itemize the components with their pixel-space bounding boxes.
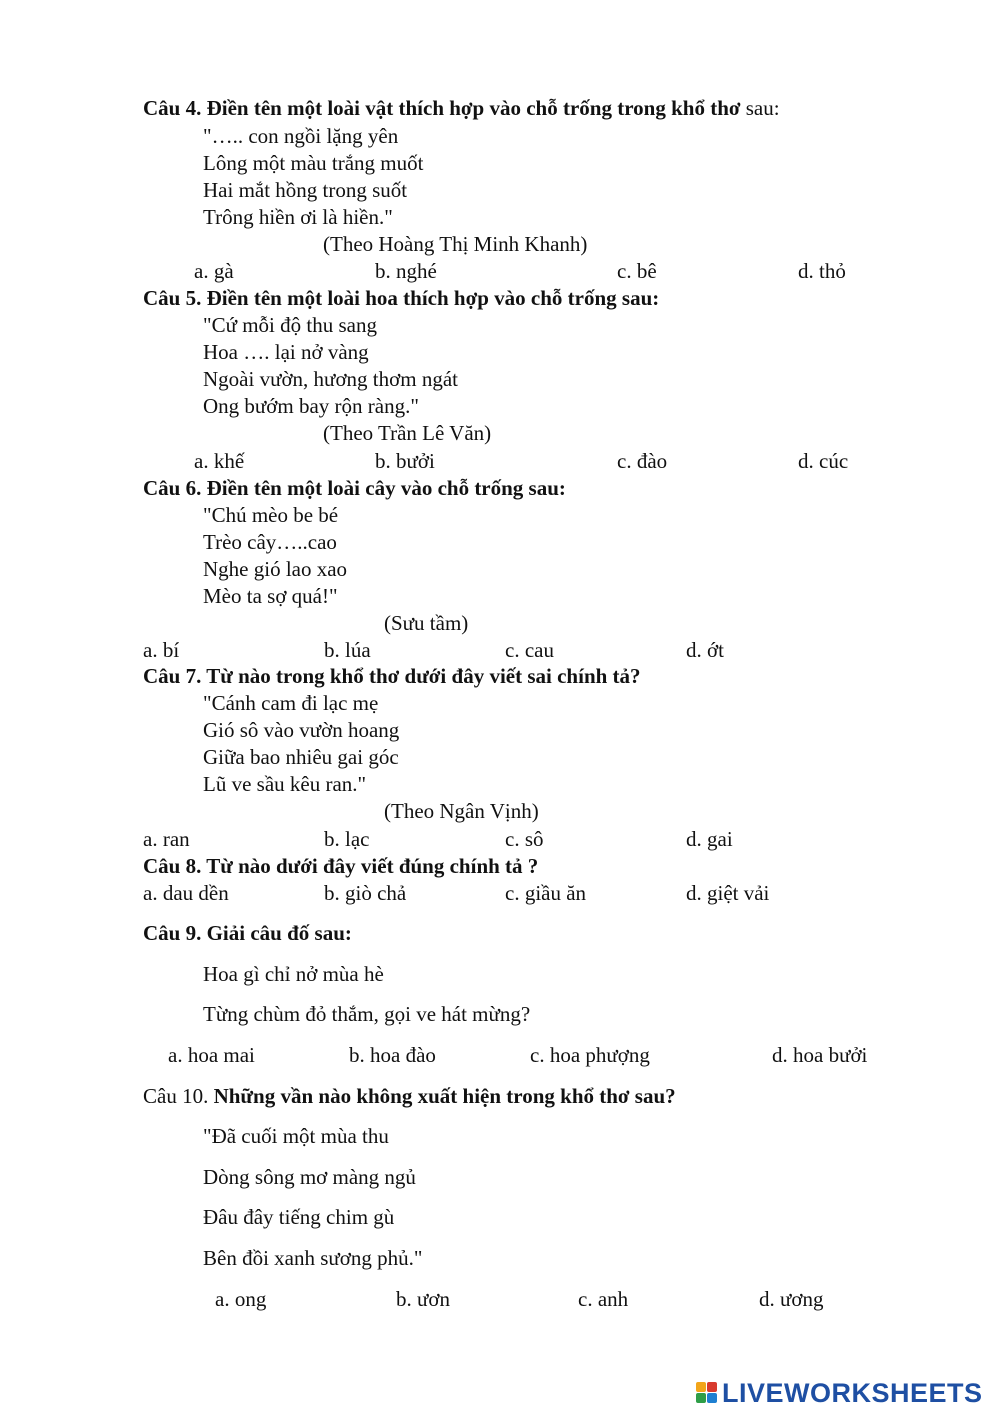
option-d[interactable]: d. giệt vải [686, 881, 770, 905]
option-a[interactable]: a. ran [143, 827, 190, 851]
liveworksheets-logo[interactable] [696, 1378, 983, 1408]
poem-line: "Cứ mỗi độ thu sang [203, 313, 377, 337]
liveworksheets-logo-icon [696, 1382, 718, 1404]
option-d[interactable]: d. hoa bưởi [772, 1043, 868, 1067]
question-4-title-bold: Câu 4. Điền tên một loài vật thích hợp vào chỗ trống trong khổ thơ [143, 96, 741, 120]
option-a[interactable]: a. ong [215, 1287, 267, 1311]
poem-line: "….. con ngồi lặng yên [203, 124, 399, 148]
poem-line: Giữa bao nhiêu gai góc [203, 745, 399, 769]
question-8-title: Câu 8. Từ nào dưới đây viết đúng chính tả ? [143, 854, 539, 878]
poem-line: Lông một màu trắng muốt [203, 151, 424, 175]
poem-line: "Cánh cam đi lạc mẹ [203, 691, 379, 715]
option-b[interactable]: b. lạc [324, 827, 370, 851]
poem-line: "Đã cuối một mùa thu [203, 1124, 389, 1148]
poem-source: (Theo Hoàng Thị Minh Khanh) [323, 232, 588, 256]
option-c[interactable]: c. sô [505, 827, 544, 851]
option-a[interactable]: a. gà [194, 259, 234, 283]
question-9-title: Câu 9. Giải câu đố sau: [143, 921, 352, 945]
option-c[interactable]: c. hoa phượng [530, 1043, 650, 1067]
poem-line: Bên đồi xanh sương phủ." [203, 1246, 423, 1270]
question-5-title: Câu 5. Điền tên một loài hoa thích hợp vào chỗ trống sau: [143, 286, 660, 310]
poem-line: Lũ ve sầu kêu ran." [203, 772, 367, 796]
poem-source: (Theo Trần Lê Văn) [323, 421, 492, 445]
option-d[interactable]: d. gai [686, 827, 733, 851]
question-10-title [143, 1083, 676, 1110]
logo-text: LIVEWORKSHEETS [722, 1377, 983, 1408]
poem-line: Hoa …. lại nở vàng [203, 340, 369, 364]
question-7-title: Câu 7. Từ nào trong khổ thơ dưới đây viết sai chính tả? [143, 664, 641, 688]
option-b[interactable]: b. lúa [324, 638, 371, 662]
riddle-line: Hoa gì chỉ nở mùa hè [203, 962, 384, 986]
poem-line: Mèo ta sợ quá!" [203, 584, 338, 608]
option-d[interactable]: d. cúc [798, 449, 849, 473]
option-d[interactable]: d. ớt [686, 638, 724, 662]
question-6-title: Câu 6. Điền tên một loài cây vào chỗ trống sau: [143, 476, 566, 500]
option-a[interactable]: a. hoa mai [168, 1043, 255, 1067]
option-b[interactable]: b. giò chả [324, 881, 407, 905]
poem-line: Nghe gió lao xao [203, 557, 348, 581]
question-10-label: Câu 10. [143, 1084, 214, 1108]
poem-line: Dòng sông mơ màng ngủ [203, 1165, 416, 1189]
riddle-line: Từng chùm đỏ thắm, gọi ve hát mừng? [203, 1002, 531, 1026]
option-b[interactable]: b. bưởi [375, 449, 435, 473]
poem-line: Gió sô vào vườn hoang [203, 718, 400, 742]
option-c[interactable]: c. cau [505, 638, 554, 662]
poem-source: (Sưu tầm) [384, 611, 469, 635]
option-b[interactable]: b. ươn [396, 1287, 450, 1311]
option-c[interactable]: c. đào [617, 449, 668, 473]
option-a[interactable]: a. dau dền [143, 881, 229, 905]
poem-line: Ngoài vườn, hương thơm ngát [203, 367, 458, 391]
poem-source: (Theo Ngân Vịnh) [384, 799, 539, 823]
question-4-title [143, 95, 780, 122]
option-b[interactable]: b. hoa đào [349, 1043, 436, 1067]
option-b[interactable]: b. nghé [375, 259, 437, 283]
option-a[interactable]: a. khế [194, 449, 245, 473]
question-4-title-tail: sau: [740, 96, 780, 120]
poem-line: Đâu đây tiếng chim gù [203, 1205, 395, 1229]
poem-line: Trông hiền ơi là hiền." [203, 205, 393, 229]
poem-line: Trèo cây…..cao [203, 530, 337, 554]
option-d[interactable]: d. thỏ [798, 259, 846, 283]
poem-line: Ong bướm bay rộn ràng." [203, 394, 419, 418]
option-a[interactable]: a. bí [143, 638, 180, 662]
question-10-text: Những vần nào không xuất hiện trong khổ thơ sau? [213, 1084, 676, 1108]
option-c[interactable]: c. giầu ăn [505, 881, 587, 905]
option-c[interactable]: c. bê [617, 259, 657, 283]
poem-line: Hai mắt hồng trong suốt [203, 178, 408, 202]
poem-line: "Chú mèo be bé [203, 503, 339, 527]
option-c[interactable]: c. anh [578, 1287, 629, 1311]
option-d[interactable]: d. ương [759, 1287, 824, 1311]
